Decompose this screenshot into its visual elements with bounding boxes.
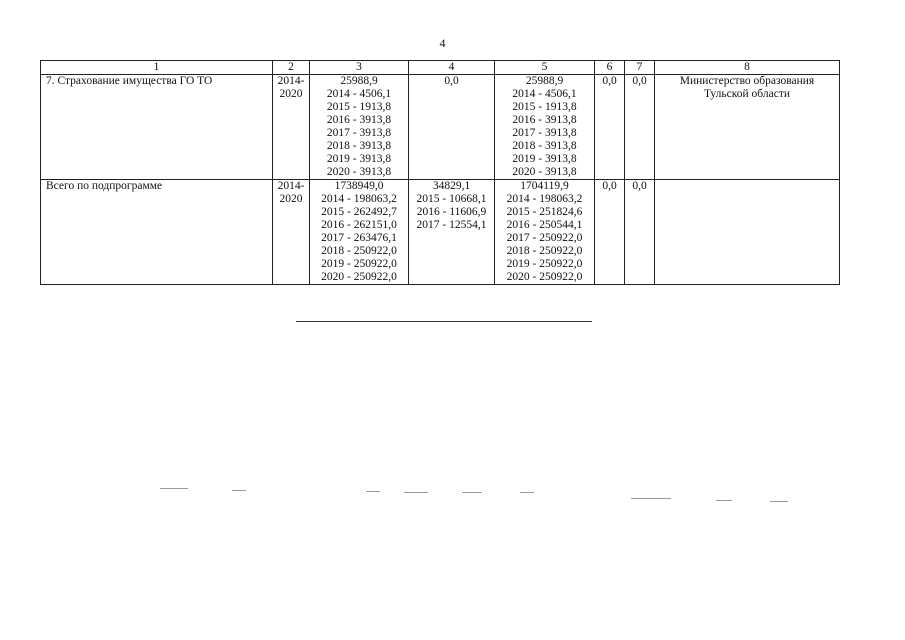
responsible-cell: [655, 180, 840, 285]
scan-speck: [366, 491, 380, 492]
amount-line: 2016 - 262151,0: [321, 219, 397, 231]
scan-speck: [160, 488, 188, 489]
header-col-3: 3: [310, 61, 409, 75]
amount-line: 2017 - 12554,1: [416, 219, 487, 231]
header-col-7: 7: [625, 61, 655, 75]
header-col-8: 8: [655, 61, 840, 75]
amount-line: 2019 - 3913,8: [512, 153, 577, 165]
scan-speck: [520, 492, 534, 493]
amount-line: 2019 - 250922,0: [321, 258, 397, 270]
amount-line: 2014 - 198063,2: [506, 193, 583, 205]
amount-line: 2015 - 1913,8: [512, 101, 577, 113]
table-row-insurance: [41, 75, 840, 180]
col4-cell: [409, 180, 495, 285]
amount-line: 25988,9: [525, 75, 564, 87]
amount-line: 2015 - 1913,8: [326, 101, 392, 113]
amount-line: 2018 - 250922,0: [321, 245, 397, 257]
amount-line: 2017 - 250922,0: [506, 232, 583, 244]
period-line: 2014-: [277, 180, 305, 192]
scan-speck: [631, 498, 671, 499]
period-line: 2020: [279, 88, 303, 100]
col4-cell: [409, 75, 495, 180]
scan-speck: [462, 492, 482, 493]
period-line: 2014-: [277, 75, 305, 87]
amount-line: 2018 - 250922,0: [506, 245, 583, 257]
amount-line: 2016 - 3913,8: [326, 114, 392, 126]
end-rule: [296, 321, 592, 322]
amount-line: 2018 - 3913,8: [326, 140, 392, 152]
header-col-5: 5: [495, 61, 595, 75]
row-name: Всего по подпрограмме: [41, 180, 273, 285]
amount-line: 1738949,0: [334, 180, 384, 192]
subprogram-table: [40, 60, 840, 285]
header-col-2: 2: [273, 61, 310, 75]
amount-line: 2014 - 4506,1: [512, 88, 577, 100]
col7-cell: 0,0: [625, 75, 655, 180]
amount-line: 2014 - 4506,1: [326, 88, 392, 100]
amount-line: 2017 - 263476,1: [321, 232, 397, 244]
row-name: 7. Страхование имущества ГО ТО: [41, 75, 273, 180]
amount-line: 2015 - 251824,6: [506, 206, 583, 218]
amount-line: 1704119,9: [520, 180, 569, 192]
col3-cell: [310, 180, 409, 285]
header-col-6: 6: [595, 61, 625, 75]
col7-cell: 0,0: [625, 180, 655, 285]
amount-line: 2017 - 3913,8: [326, 127, 392, 139]
amount-line: 2014 - 198063,2: [321, 193, 397, 205]
amount-line: 2016 - 3913,8: [512, 114, 577, 126]
amount-line: 2020 - 3913,8: [326, 166, 392, 178]
period-cell: [273, 75, 310, 180]
header-col-1: 1: [41, 61, 273, 75]
amount-line: 2020 - 250922,0: [321, 271, 397, 283]
col5-cell: [495, 75, 595, 180]
amount-line: 2020 - 3913,8: [512, 166, 577, 178]
amount-line: 2015 - 10668,1: [416, 193, 487, 205]
col3-cell: [310, 75, 409, 180]
amount-line: 2015 - 262492,7: [321, 206, 397, 218]
amount-line: 34829,1: [432, 180, 471, 192]
scan-speck: [404, 492, 428, 493]
amount-line: 2017 - 3913,8: [512, 127, 577, 139]
amount-line: 0,0: [444, 75, 459, 87]
amount-line: 2020 - 250922,0: [506, 271, 583, 283]
header-col-4: 4: [409, 61, 495, 75]
header-row: [41, 61, 840, 75]
responsible-line: Министерство образования: [679, 75, 815, 87]
amount-line: 2016 - 250544,1: [506, 219, 583, 231]
scan-speck: [232, 490, 246, 491]
col6-cell: 0,0: [595, 75, 625, 180]
amount-line: 2016 - 11606,9: [416, 206, 487, 218]
amount-line: 25988,9: [340, 75, 378, 87]
page-number: 4: [439, 36, 446, 50]
col5-cell: [495, 180, 595, 285]
amount-line: 2019 - 250922,0: [506, 258, 583, 270]
period-line: 2020: [279, 193, 303, 205]
scan-speck: [716, 500, 732, 501]
period-cell: [273, 180, 310, 285]
table-row-total: [41, 180, 840, 285]
responsible-cell: [655, 75, 840, 180]
amount-line: 2018 - 3913,8: [512, 140, 577, 152]
col6-cell: 0,0: [595, 180, 625, 285]
amount-line: 2019 - 3913,8: [326, 153, 392, 165]
responsible-line: Тульской области: [703, 88, 790, 100]
scan-speck: [770, 501, 788, 502]
